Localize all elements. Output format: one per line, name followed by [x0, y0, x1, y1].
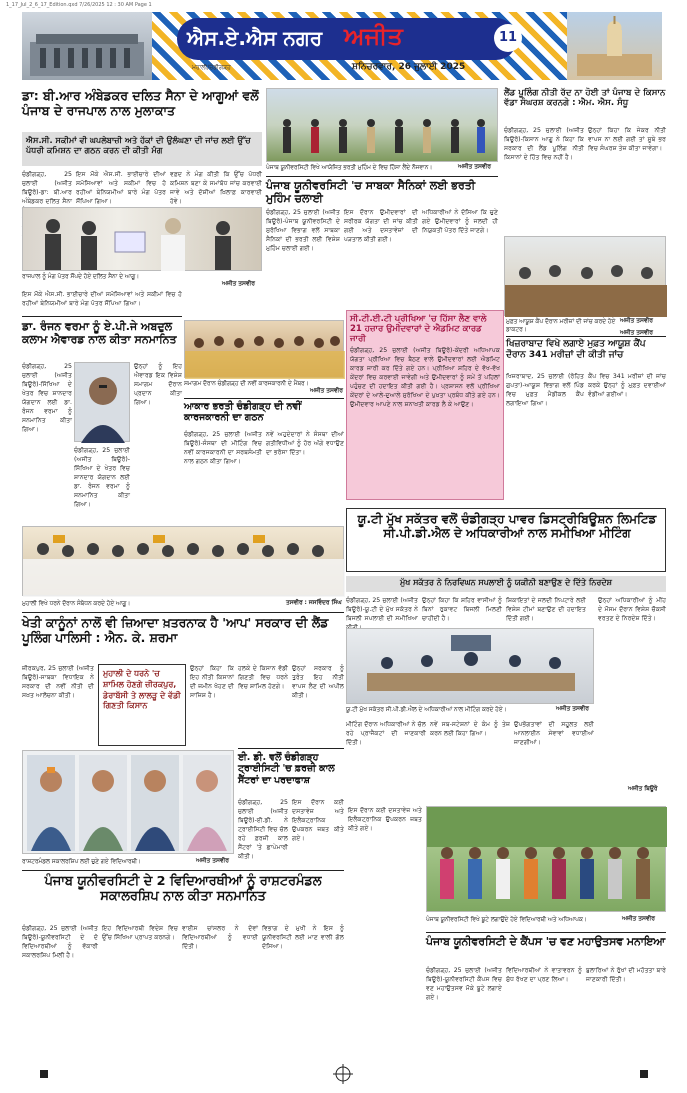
- body-utcs-col4: ਉਨ੍ਹਾਂ ਅਧਿਕਾਰੀਆਂ ਨੂੰ ਮੀਂਹ ਦੇ ਮੌਸਮ ਦੌਰਾਨ ਵਿਸ਼ੇਸ਼ ਚੌਕਸੀ ਵਰਤਣ ਦੇ ਨਿਰਦੇਸ਼ ਦਿੱਤੇ।: [598, 597, 666, 622]
- body-dalit-sena-col2: ਇਸ ਮੌਕੇ ਐਸ.ਸੀ. ਭਾਈਚਾਰੇ ਦੀਆਂ ਸਮੱਸਿਆਵਾਂ ਅਤੇ ਸਕੀਮਾਂ ਵਿਚ ਹੋ ਰਹੀਆਂ ਬੇਨਿਯਮੀਆਂ ਬਾਰੇ ਮੰਗ ਪੱਤਰ ਸੌਂਪਿਆ ਗਿਆ।: [76, 171, 166, 205]
- divider: [22, 612, 344, 613]
- headline-recruitment: ਪੰਜਾਬ ਯੂਨੀਵਰਸਿਟੀ 'ਚ ਸਾਬਕਾ ਸੈਨਿਕਾਂ ਲਈ ਭਰਤੀ ਮੁਹਿੰਮ ਚਲਾਈ: [266, 176, 498, 206]
- body-award-col1: ਚੰਡੀਗੜ੍ਹ, 25 ਜੁਲਾਈ (ਅਜੀਤ ਬਿਊਰੋ)-ਸਿੱਖਿਆ ਦੇ ਖੇਤਰ ਵਿਚ ਸ਼ਾਨਦਾਰ ਯੋਗਦਾਨ ਲਈ ਡਾ. ਰੰਜਨ ਵਰਮਾ ਨੂੰ ਸਨਮਾਨਿਤ ਕੀਤਾ ਗਿਆ।: [22, 363, 72, 433]
- body-sandhu-col1: ਚੰਡੀਗੜ੍ਹ, 25 ਜੁਲਾਈ (ਅਜੀਤ ਬਿਊਰੋ)-ਕਿਸਾਨ ਆਗੂ ਨੇ ਕਿਹਾ ਕਿ ਸਰਕਾਰ ਦੀ ਲੈਂਡ ਪੂਲਿੰਗ ਨੀਤੀ ਕਿਸਾਨਾਂ ਦੇ ਹਿੱਤ ਵਿਚ ਨਹੀਂ ਹੈ।: [504, 127, 584, 161]
- headline-karyakarni: ਆਕਾਰ ਭਰਤੀ ਚੰਡੀਗੜ੍ਹ ਦੀ ਨਵੀਂ ਕਾਰਜਕਾਰਨੀ ਦਾ ਗਠਨ: [184, 398, 344, 426]
- crowd-icon: [23, 527, 345, 597]
- caption-van-mahotsav: ਪੰਜਾਬ ਯੂਨੀਵਰਸਿਟੀ ਵਿਖੇ ਬੂਟੇ ਲਗਾਉਂਦੇ ਹੋਏ ਵਿਦਿਆਰਥੀ ਅਤੇ ਅਧਿਆਪਕ।: [426, 917, 587, 923]
- body-karyakarni-col1: ਚੰਡੀਗੜ੍ਹ, 25 ਜੁਲਾਈ (ਅਜੀਤ ਬਿਊਰੋ)-ਸੰਸਥਾ ਦੀ ਮੀਟਿੰਗ ਵਿਚ ਨਵੀਂ ਕਾਰਜਕਾਰਨੀ ਦਾ ਸਰਬਸੰਮਤੀ ਨਾਲ ਗਠਨ ਕੀਤਾ ਗਿਆ।: [184, 431, 262, 465]
- group-icon: [185, 321, 345, 379]
- photo-karyakarni: [184, 320, 344, 378]
- credit-van-mahotsav: ਅਜੀਤ ਤਸਵੀਰ: [622, 916, 655, 922]
- inset-farmers: ਮੁਹਾਲੀ ਦੇ ਧਰਨੇ 'ਚ ਸ਼ਾਮਿਲ ਹੋਣਗੇ ਜ਼ੀਰਕਪੁਰ, ਡੇਰਾਬੱਸੀ ਤੇ ਲਾਲੜੂ ਦੇ ਵੱਡੀ ਗਿਣਤੀ ਕਿਸਾਨ: [103, 669, 181, 711]
- body-ed-col1: ਚੰਡੀਗੜ੍ਹ, 25 ਜੁਲਾਈ (ਅਜੀਤ ਬਿਊਰੋ)-ਈ.ਡੀ. ਨੇ ਟ੍ਰਾਈਸਿਟੀ ਵਿਚ ਚੱਲ ਰਹੇ ਫ਼ਰਜ਼ੀ ਕਾਲ ਸੈਂਟਰਾਂ 'ਤੇ ਛਾਪੇਮਾਰੀ ਕੀਤੀ।: [238, 799, 288, 860]
- photo-dalit-sena: [22, 207, 262, 271]
- credit-recruitment: ਅਜੀਤ ਤਸਵੀਰ: [458, 164, 491, 170]
- photo-award-portrait: [74, 362, 130, 442]
- body-utcs-bottom3: ਉਪਭੋਗਤਾਵਾਂ ਦੀ ਸਹੂਲਤ ਲਈ ਆਨਲਾਈਨ ਸੇਵਾਵਾਂ ਵਧਾਈਆਂ ਜਾਣਗੀਆਂ।: [514, 721, 594, 746]
- body-scholars-col2: ਇਹ ਵਿਦਿਆਰਥੀ ਵਿਦੇਸ਼ ਵਿਚ ਉੱਚ ਸਿੱਖਿਆ ਪ੍ਰਾਪਤ ਕਰਨਗੇ।: [102, 925, 178, 941]
- credit-dharna: ਤਸਵੀਰ : ਜਸਵਿੰਦਰ ਸਿੰਘ: [286, 600, 342, 606]
- credit-sandhu: ਅਜੀਤ ਤਸਵੀਰ: [620, 318, 653, 324]
- registration-marks-icon: [0, 1060, 687, 1089]
- print-footer: [0, 1060, 687, 1089]
- body-recruitment-col2: ਇਸ ਦੌਰਾਨ ਉਮੀਦਵਾਰਾਂ ਦੀ ਸਰੀਰਕ ਯੋਗਤਾ ਦੀ ਜਾਂਚ ਕੀਤੀ ਗਈ ਅਤੇ ਦਸਤਾਵੇਜ਼ਾਂ ਦੀ ਪੜਤਾਲ ਕੀਤੀ ਗਈ।: [344, 209, 418, 243]
- page-number: 11: [494, 24, 522, 52]
- caption-ayush: ਮੁਫ਼ਤ ਆਯੂਸ਼ ਕੈਂਪ ਦੌਰਾਨ ਮਰੀਜ਼ਾਂ ਦੀ ਜਾਂਚ ਕਰਦੇ ਹੋਏ ਡਾਕਟਰ।: [506, 319, 616, 333]
- building-icon: [22, 12, 152, 80]
- caption-dalit-sena: ਰਾਜਪਾਲ ਨੂੰ ਮੰਗ ਪੱਤਰ ਸੌਂਪਦੇ ਹੋਏ ਦਲਿਤ ਸੈਨਾ ਦੇ ਆਗੂ।: [22, 274, 140, 280]
- body-award-col3: ਚੰਡੀਗੜ੍ਹ, 25 ਜੁਲਾਈ (ਅਜੀਤ ਬਿਊਰੋ)-ਸਿੱਖਿਆ ਦੇ ਖੇਤਰ ਵਿਚ ਸ਼ਾਨਦਾਰ ਯੋਗਦਾਨ ਲਈ ਡਾ. ਰੰਜਨ ਵਰਮਾ ਨੂੰ ਸਨਮਾਨਿਤ ਕੀਤਾ ਗਿਆ।: [74, 447, 130, 508]
- temple-icon: [567, 12, 662, 80]
- credit-ayush: ਅਜੀਤ ਤਸਵੀਰ: [620, 330, 653, 336]
- newspaper-brand: ਅਜੀਤ: [344, 22, 403, 50]
- body-nk-sharma-col1: ਜ਼ੀਰਕਪੁਰ, 25 ਜੁਲਾਈ (ਅਜੀਤ ਬਿਊਰੋ)-ਸਾਬਕਾ ਵਿਧਾਇਕ ਨੇ ਸਰਕਾਰ ਦੀ ਨਵੀਂ ਨੀਤੀ ਦੀ ਸਖ਼ਤ ਆਲੋਚਨਾ ਕੀਤੀ।: [22, 665, 94, 699]
- headline-ayush: ਖਿਜ਼ਰਾਬਾਦ ਵਿਖੇ ਲਗਾਏ ਮੁਫ਼ਤ ਆਯੂਸ਼ ਕੈਂਪ ਦੌਰਾਨ 341 ਮਰੀਜ਼ਾਂ ਦੀ ਕੀਤੀ ਜਾਂਚ: [506, 336, 666, 370]
- body-utcs-col2: ਉਨ੍ਹਾਂ ਕਿਹਾ ਕਿ ਸ਼ਹਿਰ ਵਾਸੀਆਂ ਨੂੰ ਬਿਨਾਂ ਰੁਕਾਵਟ ਬਿਜਲੀ ਮਿਲਣੀ ਚਾਹੀਦੀ ਹੈ।: [422, 597, 502, 622]
- headline-sandhu: ਲੈਂਡ ਪੂਲਿੰਗ ਨੀਤੀ ਰੱਦ ਨਾ ਹੋਈ ਤਾਂ ਪੰਜਾਬ ਦੇ ਕਿਸਾਨ ਵੱਡਾ ਸੰਘਰਸ਼ ਕਰਨਗੇ : ਐਮ. ਐਸ. ਸੰਧੂ: [504, 88, 666, 109]
- photo-dharna: [22, 526, 344, 596]
- caption-dharna: ਮੁਹਾਲੀ ਵਿਖੇ ਧਰਨੇ ਦੌਰਾਨ ਸੰਬੋਧਨ ਕਰਦੇ ਹੋਏ ਆਗੂ।: [22, 601, 131, 607]
- headline-nk-sharma: ਖੇਤੀ ਕਾਨੂੰਨਾਂ ਨਾਲੋਂ ਵੀ ਜ਼ਿਆਦਾ ਖ਼ਤਰਨਾਕ ਹੈ 'ਆਪ' ਸਰਕਾਰ ਦੀ ਲੈਂਡ ਪੂਲਿੰਗ ਪਾਲਿਸੀ : ਐਨ. ਕੇ. ਸ਼ਰਮਾ: [22, 615, 329, 645]
- subhead-dalit-sena: ਐਸ.ਸੀ. ਸਕੀਮਾਂ ਵੀ ਘਪਲੇਬਾਜ਼ੀ ਅਤੇ ਹੱਕਾਂ ਦੀ ਉਲੰਘਣਾ ਦੀ ਜਾਂਚ ਲਈ ਉੱਚ ਪੱਧਰੀ ਕਮਿਸ਼ਨ ਦਾ ਗਠਨ ਕਰਨ ਦੀ ਕੀਤੀ ਮੰਗ: [22, 132, 262, 166]
- body-dalit-sena-col1: ਚੰਡੀਗੜ੍ਹ, 25 ਜੁਲਾਈ (ਅਜੀਤ ਬਿਊਰੋ)-ਡਾ: ਬੀ.ਆਰ ਅੰਬੇਡਕਰ ਦਲਿਤ ਸੈਨਾ: [22, 171, 72, 205]
- divider: [22, 316, 182, 317]
- headline-van-mahotsav: ਪੰਜਾਬ ਯੂਨੀਵਰਸਿਟੀ ਦੇ ਕੈਂਪਸ 'ਚ ਵਣ ਮਹਾਉਤਸਵ ਮਨਾਇਆ: [426, 932, 666, 962]
- credit-utcs-bureau: ਅਜੀਤ ਬਿਊਰੋ: [628, 786, 658, 792]
- body-scholars-col1: ਚੰਡੀਗੜ੍ਹ, 25 ਜੁਲਾਈ (ਅਜੀਤ ਬਿਊਰੋ)-ਯੂਨੀਵਰਸਿਟੀ ਦੇ ਦੋ ਵਿਦਿਆਰਥੀਆਂ ਨੂੰ ਵੱਕਾਰੀ ਸਕਾਲਰਸ਼ਿਪ ਮਿਲੀ ਹੈ।: [22, 925, 98, 959]
- caption-utcs: ਯੂ.ਟੀ ਮੁੱਖ ਸਕੱਤਰ ਸੀ.ਪੀ.ਡੀ.ਐਲ ਦੇ ਅਧਿਕਾਰੀਆਂ ਨਾਲ ਮੀਟਿੰਗ ਕਰਦੇ ਹੋਏ।: [346, 707, 507, 713]
- people-icon: [23, 208, 263, 272]
- masthead-gurdwara-photo: [567, 12, 662, 80]
- body-dalit-sena-col3: ਵਫ਼ਦ ਨੇ ਮੰਗ ਕੀਤੀ ਕਿ ਉੱਚ ਪੱਧਰੀ ਕਮਿਸ਼ਨ ਬਣਾ ਕੇ ਸਮਾਂਬੱਧ ਜਾਂਚ ਕਰਵਾਈ ਜਾਵੇ ਅਤੇ ਦੋਸ਼ੀਆਂ ਖ਼ਿਲਾਫ਼ ਕਾਰਵਾਈ ਹੋਵੇ।: [170, 171, 262, 205]
- headline-ctet: ਸੀ.ਟੀ.ਈ.ਟੀ ਪ੍ਰੀਖਿਆ 'ਚ ਹਿੱਸਾ ਲੈਣ ਵਾਲੇ 21 ਹਜ਼ਾਰ ਉਮੀਦਵਾਰਾਂ ਦੇ ਐਡਮਿਟ ਕਾਰਡ ਜਾਰੀ: [350, 314, 487, 345]
- body-nk-sharma-col4: ਹਲਕੇ ਦੇ ਕਿਸਾਨ ਵੱਡੀ ਗਿਣਤੀ ਵਿਚ ਧਰਨੇ ਵਿਚ ਸ਼ਾਮਿਲ ਹੋਣਗੇ।: [238, 665, 288, 690]
- body-utcs-bottom1: ਮੀਟਿੰਗ ਦੌਰਾਨ ਅਧਿਕਾਰੀਆਂ ਨੇ ਚੱਲ ਰਹੇ ਪ੍ਰਾਜੈਕਟਾਂ ਦੀ ਜਾਣਕਾਰੀ ਦਿੱਤੀ।: [346, 721, 426, 746]
- headline-award: ਡਾ. ਰੰਜਨ ਵਰਮਾ ਨੂੰ ਏ.ਪੀ.ਜੇ ਅਬਦੁਲ ਕਲਾਮ ਐਵਾਰਡ ਨਾਲ ਕੀਤਾ ਸਨਮਾਨਿਤ: [22, 320, 177, 347]
- body-utcs-col3: ਸ਼ਿਕਾਇਤਾਂ ਦੇ ਜਲਦੀ ਨਿਪਟਾਰੇ ਲਈ ਵਿਸ਼ੇਸ਼ ਟੀਮਾਂ ਬਣਾਉਣ ਦੀ ਹਦਾਇਤ ਦਿੱਤੀ ਗਈ।: [506, 597, 586, 622]
- portrait-icon: [75, 363, 131, 443]
- masthead-building-photo: [22, 12, 152, 80]
- caption-recruitment: ਪੰਜਾਬ ਯੂਨੀਵਰਸਿਟੀ ਵਿਖੇ ਆਯੋਜਿਤ ਭਰਤੀ ਮੁਹਿੰਮ ਦੇ ਵਿਚ ਹਿੱਸਾ ਲੈਂਦੇ ਨੌਜਵਾਨ।: [266, 165, 433, 171]
- section-title: ਐਸ.ਏ.ਐਸ ਨਗਰ: [187, 26, 323, 50]
- caption-karyakarni: ਸਮਾਗਮ ਦੌਰਾਨ ਚੰਡੀਗੜ੍ਹ ਦੀ ਨਵੀਂ ਕਾਰਜਕਾਰਨੀ ਦੇ ਮੈਂਬਰ।: [184, 381, 309, 387]
- credit-scholars: ਅਜੀਤ ਤਸਵੀਰ: [196, 858, 229, 864]
- body-nk-sharma-col5: ਉਨ੍ਹਾਂ ਸਰਕਾਰ ਨੂੰ ਤੁਰੰਤ ਇਹ ਨੀਤੀ ਵਾਪਸ ਲੈਣ ਦੀ ਅਪੀਲ ਕੀਤੀ।: [292, 665, 344, 699]
- caption-scholars: ਰਾਸ਼ਟਰਮੰਡਲ ਸਕਾਲਰਸ਼ਿਪ ਲਈ ਚੁਣੇ ਗਏ ਵਿਦਿਆਰਥੀ।: [22, 859, 141, 865]
- body-ayush-col2: ਕੈਂਪ ਵਿਚ 341 ਮਰੀਜ਼ਾਂ ਦੀ ਜਾਂਚ ਕਰਕੇ ਉਨ੍ਹਾਂ ਨੂੰ ਮੁਫ਼ਤ ਦਵਾਈਆਂ ਵੰਡੀਆਂ ਗਈਆਂ।: [588, 373, 666, 398]
- photo-utcs: [346, 628, 594, 704]
- plantation-icon: [427, 807, 667, 913]
- body-van-mahotsav-col3: ਬੁਲਾਰਿਆਂ ਨੇ ਰੁੱਖਾਂ ਦੀ ਮਹੱਤਤਾ ਬਾਰੇ ਜਾਣਕਾਰੀ ਦਿੱਤੀ।: [586, 967, 666, 983]
- body-utcs-col1: ਚੰਡੀਗੜ੍ਹ, 25 ਜੁਲਾਈ (ਅਜੀਤ ਬਿਊਰੋ)-ਯੂ.ਟੀ ਦੇ ਮੁੱਖ ਸਕੱਤਰ ਨੇ ਬਿਜਲੀ ਸਪਲਾਈ ਦੀ ਸਮੀਖਿਆ: [346, 597, 418, 622]
- body-ctet: ਚੰਡੀਗੜ੍ਹ, 25 ਜੁਲਾਈ (ਅਜੀਤ ਬਿਊਰੋ)-ਕੇਂਦਰੀ ਅਧਿਆਪਕ ਯੋਗਤਾ ਪ੍ਰੀਖਿਆ ਵਿਚ ਬੈਠਣ ਵਾਲੇ ਉਮੀਦਵਾਰਾਂ ਲਈ ਐਡਮਿਟ ਕਾਰਡ ਜਾਰੀ ਕਰ ਦਿੱਤੇ ਗਏ ਹਨ। ਪ੍ਰੀਖਿਆ ਸ਼ਹਿਰ ਦੇ ਵੱਖ-ਵੱਖ ਕੇਂਦਰਾਂ ਵਿਚ ਕਰਵਾਈ ਜਾਵੇਗੀ ਅਤੇ ਉਮੀਦਵਾਰਾਂ ਨੂੰ ਸਮੇਂ ਤੋਂ ਪਹਿਲਾਂ ਪਹੁੰਚਣ ਦੀ ਹਦਾਇਤ ਕੀਤੀ ਗਈ ਹੈ। ਪ੍ਰਸ਼ਾਸਨ ਵਲੋਂ ਪ੍ਰੀਖਿਆ ਕੇਂਦਰਾਂ ਦੇ ਆਲੇ-ਦੁਆਲੇ ਸੁਰੱਖਿਆ ਦੇ ਪੁਖ਼ਤਾ ਪ੍ਰਬੰਧ ਕੀਤੇ ਗਏ ਹਨ। ਉਮੀਦਵਾਰ ਆਪਣੇ ਨਾਲ ਸ਼ਨਾਖ਼ਤੀ ਕਾਰਡ ਲੈ ਕੇ ਆਉਣ।: [350, 347, 500, 408]
- photo-van-mahotsav: [426, 806, 666, 912]
- credit-utcs: ਅਜੀਤ ਤਸਵੀਰ: [556, 706, 589, 712]
- body-utcs-bottom2: ਨਵੇਂ ਸਬ-ਸਟੇਸ਼ਨਾਂ ਦੇ ਕੰਮ ਨੂੰ ਤੇਜ਼ ਕਰਨ ਲਈ ਕਿਹਾ ਗਿਆ।: [430, 721, 510, 737]
- headline-ed: ਈ. ਡੀ. ਵਲੋਂ ਚੰਡੀਗੜ੍ਹ ਟ੍ਰਾਈਸਿਟੀ 'ਚ ਫ਼ਰਜ਼ੀ ਕਾਲ ਸੈਂਟਰਾਂ ਦਾ ਪਰਦਾਫਾਸ਼: [238, 748, 344, 796]
- photo-recruitment: [266, 88, 498, 162]
- credit-dalit-sena: ਅਜੀਤ ਤਸਵੀਰ: [222, 281, 255, 287]
- body-recruitment-col1: ਚੰਡੀਗੜ੍ਹ, 25 ਜੁਲਾਈ (ਅਜੀਤ ਬਿਊਰੋ)-ਪੰਜਾਬ ਯੂਨੀਵਰਸਿਟੀ ਦੇ ਸੁਰੱਖਿਆ ਵਿਭਾਗ ਵਲੋਂ ਸਾਬਕਾ ਸੈਨਿਕਾਂ ਦੀ ਭਰਤੀ ਲਈ ਵਿਸ਼ੇਸ਼ ਮੁਹਿੰਮ ਚਲਾਈ ਗਈ।: [266, 209, 340, 252]
- issue-date: ਸ਼ਨਿਚਰਵਾਰ, 26 ਜੁਲਾਈ 2025: [352, 62, 466, 72]
- body-van-mahotsav-col2: ਵਿਦਿਆਰਥੀਆਂ ਨੇ ਵਾਤਾਵਰਨ ਨੂੰ ਸ਼ੁੱਧ ਰੱਖਣ ਦਾ ਪ੍ਰਣ ਲਿਆ।: [506, 967, 582, 983]
- headline-scholars: ਪੰਜਾਬ ਯੂਨੀਵਰਸਿਟੀ ਦੇ 2 ਵਿਦਿਆਰਥੀਆਂ ਨੂੰ ਰਾਸ਼ਟਰਮੰਡਲ ਸਕਾਲਰਸ਼ਿਪ ਨਾਲ ਕੀਤਾ ਸਨਮਾਨਿਤ: [44, 874, 322, 905]
- body-sandhu-col2: ਉਨ੍ਹਾਂ ਕਿਹਾ ਕਿ ਜੇਕਰ ਨੀਤੀ ਵਾਪਸ ਨਾ ਲਈ ਗਈ ਤਾਂ ਸੂਬੇ ਭਰ ਵਿਚ ਸੰਘਰਸ਼ ਤੇਜ਼ ਕੀਤਾ ਜਾਵੇਗਾ।: [588, 127, 666, 152]
- headline-dalit-sena: ਡਾ: ਬੀ.ਆਰ ਅੰਬੇਡਕਰ ਦਲਿਤ ਸੈਨਾ ਦੇ ਆਗੂਆਂ ਵਲੋਂ ਪੰਜਾਬ ਦੇ ਰਾਜਪਾਲ ਨਾਲ ਮੁਲਾਕਾਤ: [22, 88, 259, 118]
- masthead: [22, 12, 662, 80]
- credit-karyakarni: ਅਜੀਤ ਤਸਵੀਰ: [310, 388, 343, 394]
- body-dalit-sena-more: ਇਸ ਮੌਕੇ ਐਸ.ਸੀ. ਭਾਈਚਾਰੇ ਦੀਆਂ ਸਮੱਸਿਆਵਾਂ ਅਤੇ ਸਕੀਮਾਂ ਵਿਚ ਹੋ ਰਹੀਆਂ ਬੇਨਿਯਮੀਆਂ ਬਾਰੇ ਮੰਗ ਪੱਤਰ ਸੌਂਪਿਆ ਗਿਆ।: [22, 291, 182, 307]
- body-scholars-col3: ਵਾਈਸ ਚਾਂਸਲਰ ਨੇ ਦੋਵਾਂ ਵਿਦਿਆਰਥੀਆਂ ਨੂੰ ਵਧਾਈ ਦਿੱਤੀ।: [182, 925, 258, 950]
- print-slug: 1_17_Jul_2_6_17_Edition.qxd 7/26/2025 12 : 30 AM Page 1: [6, 2, 152, 8]
- body-nk-sharma-col3: ਉਨ੍ਹਾਂ ਕਿਹਾ ਕਿ ਇਹ ਨੀਤੀ ਕਿਸਾਨਾਂ ਦੀ ਜ਼ਮੀਨ ਖੋਹਣ ਦੀ ਸਾਜ਼ਿਸ਼ ਹੈ।: [190, 665, 234, 699]
- subhead-utcs: ਮੁੱਖ ਸਕੱਤਰ ਨੇ ਨਿਰਵਿਘਨ ਸਪਲਾਈ ਨੂੰ ਯਕੀਨੀ ਬਣਾਉਣ ਦੇ ਦਿੱਤੇ ਨਿਰਦੇਸ਼: [346, 576, 666, 592]
- body-ayush-col1: ਖਿਜ਼ਰਾਬਾਦ, 25 ਜੁਲਾਈ (ਰੋਹਿਤ ਗੁਪਤਾ)-ਆਯੂਸ਼ ਵਿਭਾਗ ਵਲੋਂ ਪਿੰਡ ਵਿਚ ਮੁਫ਼ਤ ਮੈਡੀਕਲ ਕੈਂਪ ਲਗਾਇਆ ਗਿਆ।: [506, 373, 584, 407]
- edition-city: ਮਹਾਲੀ/ਚੰਡੀਗੜ੍ਹ: [192, 64, 231, 71]
- meeting-table-icon: [347, 629, 595, 705]
- meeting-icon: [505, 237, 667, 317]
- inset-box: [98, 664, 186, 746]
- body-award-col2: ਉਨ੍ਹਾਂ ਨੂੰ ਇਹ ਐਵਾਰਡ ਇਕ ਵਿਸ਼ੇਸ਼ ਸਮਾਗਮ ਦੌਰਾਨ ਪ੍ਰਦਾਨ ਕੀਤਾ ਗਿਆ।: [134, 363, 182, 406]
- body-ed-continued: ਇਸ ਦੌਰਾਨ ਕਈ ਦਸਤਾਵੇਜ਼ ਅਤੇ ਇਲੈਕਟ੍ਰਾਨਿਕ ਉਪਕਰਨ ਜ਼ਬਤ ਕੀਤੇ ਗਏ।: [348, 807, 422, 832]
- photo-sandhu: [504, 236, 666, 316]
- students-icon: [23, 751, 235, 855]
- crowd-icon: [267, 89, 499, 163]
- body-recruitment-col3: ਅਧਿਕਾਰੀਆਂ ਨੇ ਦੱਸਿਆ ਕਿ ਚੁਣੇ ਗਏ ਉਮੀਦਵਾਰਾਂ ਨੂੰ ਜਲਦੀ ਹੀ ਨਿਯੁਕਤੀ ਪੱਤਰ ਦਿੱਤੇ ਜਾਣਗੇ।: [422, 209, 498, 234]
- divider: [22, 870, 344, 871]
- body-van-mahotsav-col1: ਚੰਡੀਗੜ੍ਹ, 25 ਜੁਲਾਈ (ਅਜੀਤ ਬਿਊਰੋ)-ਯੂਨੀਵਰਸਿਟੀ ਕੈਂਪਸ ਵਿਚ ਵਣ ਮਹਾਉਤਸਵ ਮੌਕੇ ਬੂਟੇ ਲਗਾਏ ਗਏ।: [426, 967, 502, 1001]
- photo-scholars: [22, 750, 234, 854]
- body-ed-col2: ਇਸ ਦੌਰਾਨ ਕਈ ਦਸਤਾਵੇਜ਼ ਅਤੇ ਇਲੈਕਟ੍ਰਾਨਿਕ ਉਪਕਰਨ ਜ਼ਬਤ ਕੀਤੇ ਗਏ।: [292, 799, 344, 842]
- body-karyakarni-col2: ਨਵੇਂ ਅਹੁਦੇਦਾਰਾਂ ਨੇ ਸੰਸਥਾ ਦੀਆਂ ਗਤੀਵਿਧੀਆਂ ਨੂੰ ਹੋਰ ਅੱਗੇ ਵਧਾਉਣ ਦਾ ਭਰੋਸਾ ਦਿੱਤਾ।: [266, 431, 344, 456]
- body-scholars-col4: ਵਿਭਾਗ ਦੇ ਮੁਖੀ ਨੇ ਇਸ ਨੂੰ ਯੂਨੀਵਰਸਿਟੀ ਲਈ ਮਾਣ ਵਾਲੀ ਗੱਲ ਦੱਸਿਆ।: [262, 925, 344, 950]
- headline-utcs: ਯੂ.ਟੀ ਮੁੱਖ ਸਕੱਤਰ ਵਲੋਂ ਚੰਡੀਗੜ੍ਹ ਪਾਵਰ ਡਿਸਟ੍ਰੀਬਿਊਸ਼ਨ ਲਿਮਟਿਡ ਸੀ.ਪੀ.ਡੀ.ਐਲ ਦੇ ਅਧਿਕਾਰੀਆਂ ਨਾਲ ਸਮੀਖਿਆ ਮੀਟਿੰਗ: [357, 512, 657, 541]
